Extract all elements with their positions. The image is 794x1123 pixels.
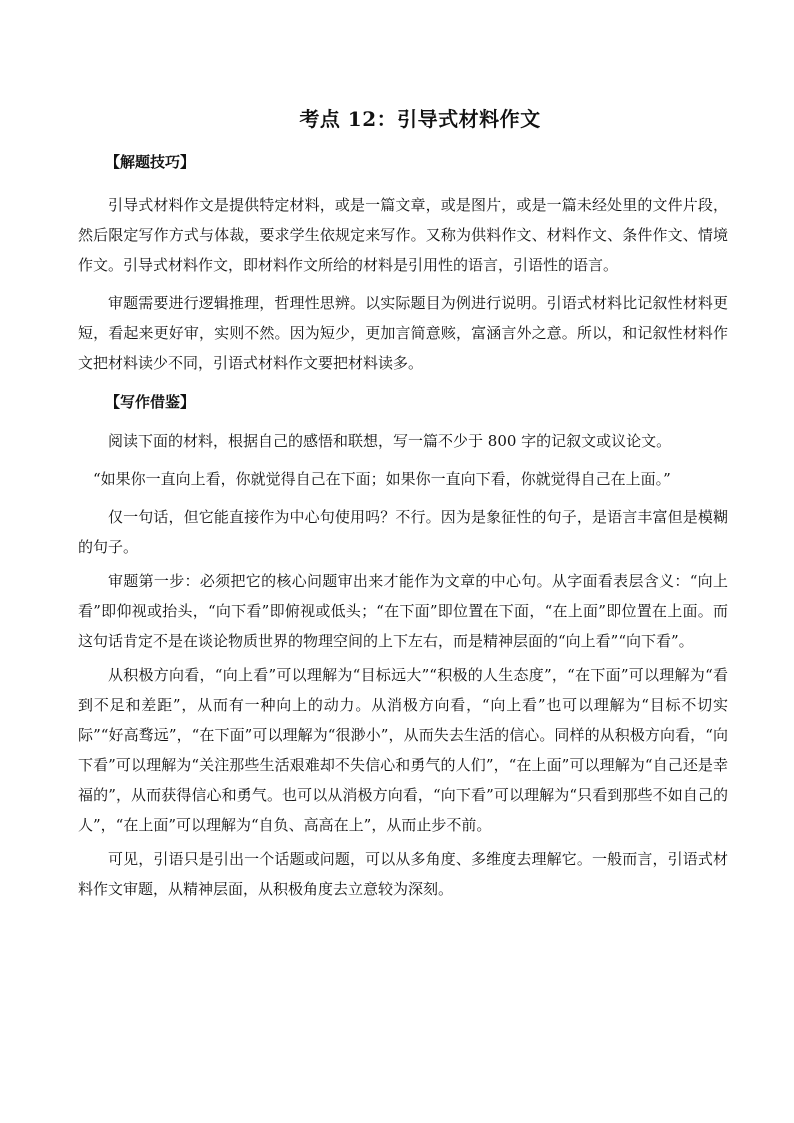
- paragraph: 审题需要进行逻辑推理，哲理性思辨。以实际题目为例进行说明。引语式材料比记叙性材料更短，看起来更好审，实则不然。因为短少，更加言简意赅，富涵言外之意。所以，和记叙性材料作文把材料读少不同，引语式材料作文要把材料读多。: [78, 294, 728, 372]
- paragraph: 引导式材料作文是提供特定材料，或是一篇文章，或是图片，或是一篇未经处里的文件片段，然后限定写作方式与体裁，要求学生依规定来写作。又称为供料作文、材料作文、条件作文、情境作文。引导式材料作文，即材料作文所给的材料是引用性的语言，引语性的语言。: [78, 196, 728, 274]
- paragraph: 仅一句话，但它能直接作为中心句使用吗？不行。因为是象征性的句子，是语言丰富但是模糊的句子。: [78, 508, 728, 556]
- paragraph: 审题第一步：必须把它的核心问题审出来才能作为文章的中心句。从字面看表层含义：“向上看”即仰视或抬头，“向下看”即俯视或低头；“在下面”即位置在下面，“在上面”即位置在上面。而这句话肯定不是在谈论物质世界的物理空间的上下左右，而是精神层面的“向上看”“向下看”。: [78, 572, 728, 650]
- paragraph: 阅读下面的材料，根据自己的感悟和联想，写一篇不少于 800 字的记叙文或议论文。: [108, 432, 672, 450]
- section-heading-reference: 【写作借鉴】: [105, 393, 196, 411]
- document-body: [78, 150, 728, 904]
- section-heading-tips: 【解题技巧】: [105, 153, 196, 171]
- paragraph: 从积极方向看，“向上看”可以理解为“目标远大”“积极的人生态度”，“在下面”可以理解为“看到不足和差距”，从而有一种向上的动力。从消极方向看，“向上看”也可以理解为“目标不切实际”“好高骛远”，“在下面”可以理解为“很渺小”，从而失去生活的信心。同样的从积极方向看，“向下看”可以理解为“关注那些生活艰难却不失信心和勇气的人们”，“在上面”可以理解为“自己还是幸福的”，从而获得信心和勇气。也可以从消极方向看，“向下看”可以理解为“只看到那些不如自己的人”，“在上面”可以理解为“自负、高高在上”，从而止步不前。: [78, 666, 728, 834]
- paragraph: 可见，引语只是引出一个话题或问题，可以从多角度、多维度去理解它。一般而言，引语式材料作文审题，从精神层面，从积极角度去立意较为深刻。: [78, 850, 728, 898]
- quote-paragraph: “如果你一直向上看，你就觉得自己在下面；如果你一直向下看，你就觉得自己在上面。”: [93, 470, 671, 488]
- page-title: 考点 12：引导式材料作文: [299, 107, 541, 131]
